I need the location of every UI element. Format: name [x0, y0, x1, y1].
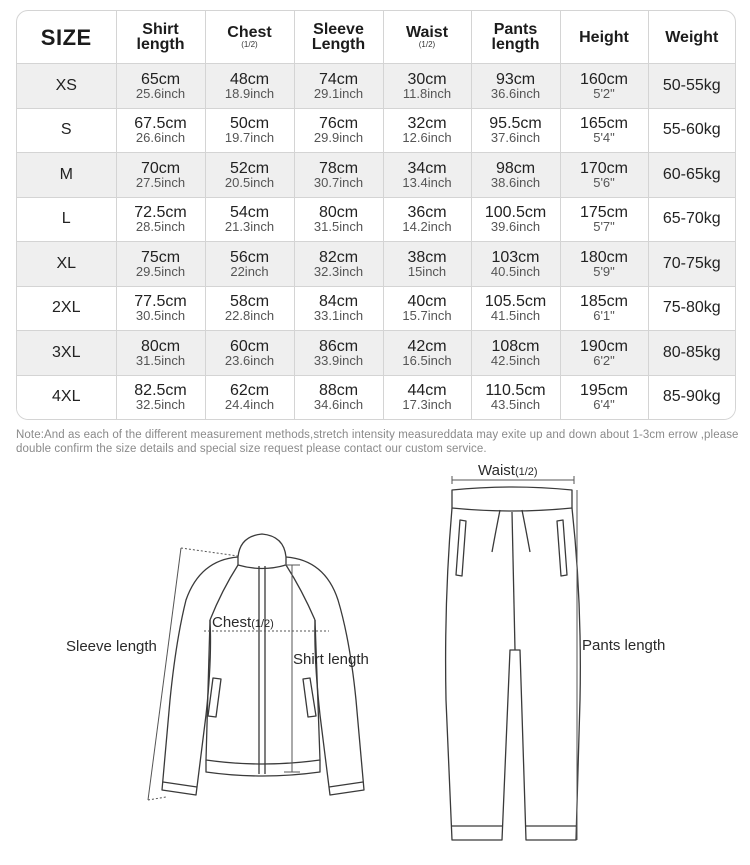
pants-imperial-value: 36.6inch	[490, 85, 541, 101]
shirt-cell	[116, 197, 205, 242]
pants-cell	[471, 64, 560, 109]
sleeve-cm-value: 84cm	[318, 293, 359, 311]
waist-imperial-value: 17.3inch	[402, 397, 452, 413]
sleeve-cm-value: 88cm	[318, 382, 359, 400]
height-cell	[560, 242, 648, 287]
shirt-imperial-value: 26.6inch	[135, 130, 186, 146]
sleeve-cm-value: 86cm	[318, 337, 359, 355]
waist-cell	[383, 242, 471, 287]
table-row	[17, 286, 735, 331]
chest-imperial-value: 21.3inch	[224, 219, 275, 235]
header-chest: Chest (1/2)	[205, 11, 294, 64]
size-cell: XL	[17, 242, 116, 287]
sleeve-cell	[294, 108, 383, 153]
table-row	[17, 375, 735, 419]
header-sleeve-length: Sleeve Length	[294, 11, 383, 64]
shirt-cell	[116, 108, 205, 153]
shirt-cm-value: 72.5cm	[134, 204, 187, 222]
height-cell	[560, 286, 648, 331]
size-cell: S	[17, 108, 116, 153]
waist-cell	[383, 375, 471, 419]
sleeve-cm-value: 78cm	[318, 159, 359, 177]
weight-cell: 80-85kg	[648, 331, 735, 376]
table-header-row	[17, 11, 735, 64]
waist-cm-value: 42cm	[407, 337, 447, 355]
sleeve-imperial-value: 33.1inch	[313, 308, 364, 324]
height-cm-value: 190cm	[579, 337, 629, 355]
pants-cm-value: 100.5cm	[484, 204, 547, 222]
waist-cm-value: 34cm	[407, 159, 447, 177]
sleeve-imperial-value: 30.7inch	[313, 174, 364, 190]
height-cm-value: 185cm	[579, 293, 629, 311]
shirt-imperial-value: 29.5inch	[135, 263, 186, 279]
shirt-cell	[116, 286, 205, 331]
waist-imperial-value: 14.2inch	[402, 219, 452, 235]
chest-cm-value: 48cm	[229, 70, 270, 88]
chest-cell	[205, 331, 294, 376]
header-weight: Weight	[648, 11, 735, 64]
header-height: Height	[560, 11, 648, 64]
shirt-cell	[116, 331, 205, 376]
measurement-note: Note:And as each of the different measurement methods,stretch intensity measureddata may exite up and down about 1-3cm errow ,please double confirm the size details and special size request please contact our custom service.	[16, 429, 739, 455]
shirt-imperial-value: 28.5inch	[135, 219, 186, 235]
pants-imperial-value: 41.5inch	[490, 308, 541, 324]
chest-imperial-value: 24.4inch	[224, 397, 275, 413]
sleeve-cm-value: 76cm	[318, 115, 359, 133]
size-chart-table	[16, 10, 736, 420]
sleeve-cm-value: 82cm	[318, 248, 359, 266]
waist-cell	[383, 64, 471, 109]
size-cell: 3XL	[17, 331, 116, 376]
shirt-cell	[116, 64, 205, 109]
waist-imperial-value: 11.8inch	[402, 85, 452, 101]
shirt-cm-value: 82.5cm	[134, 382, 187, 400]
sleeve-imperial-value: 33.9inch	[313, 352, 364, 368]
shirt-imperial-value: 27.5inch	[135, 174, 186, 190]
waist-cell	[383, 108, 471, 153]
shirt-cell	[116, 242, 205, 287]
height-cm-value: 195cm	[579, 382, 629, 400]
chest-cell	[205, 108, 294, 153]
pants-cell	[471, 242, 560, 287]
chest-cell	[205, 242, 294, 287]
waist-cm-value: 30cm	[407, 70, 447, 88]
chest-imperial-value: 18.9inch	[224, 85, 275, 101]
chest-cm-value: 58cm	[229, 293, 270, 311]
table-row	[17, 153, 735, 198]
height-cell	[560, 331, 648, 376]
sleeve-cell	[294, 242, 383, 287]
sleeve-cell	[294, 197, 383, 242]
height-cm-value: 175cm	[579, 204, 629, 222]
height-imperial-value: 5'9"	[593, 263, 615, 279]
height-cell	[560, 197, 648, 242]
pants-cm-value: 105.5cm	[484, 293, 547, 311]
chest-cm-value: 54cm	[229, 204, 270, 222]
chest-imperial-value: 22.8inch	[224, 308, 275, 324]
pants-cell	[471, 375, 560, 419]
waist-cm-value: 44cm	[407, 382, 447, 400]
shirt-imperial-value: 25.6inch	[135, 85, 186, 101]
pants-length-label: Pants length	[582, 637, 666, 654]
waist-cell	[383, 153, 471, 198]
header-waist: Waist (1/2)	[383, 11, 471, 64]
waist-cm-value: 38cm	[407, 248, 447, 266]
sleeve-cm-value: 80cm	[318, 204, 359, 222]
waist-imperial-value: 16.5inch	[402, 352, 452, 368]
sleeve-cell	[294, 331, 383, 376]
weight-cell: 50-55kg	[648, 64, 735, 109]
weight-cell: 85-90kg	[648, 375, 735, 419]
shirt-cell	[116, 153, 205, 198]
pants-imperial-value: 37.6inch	[490, 130, 541, 146]
chest-cm-value: 56cm	[229, 248, 270, 266]
sleeve-cell	[294, 153, 383, 198]
size-cell: 2XL	[17, 286, 116, 331]
height-imperial-value: 6'4"	[593, 397, 615, 413]
chest-imperial-value: 19.7inch	[224, 130, 275, 146]
sleeve-imperial-value: 31.5inch	[313, 219, 364, 235]
pants-cell	[471, 197, 560, 242]
size-cell: L	[17, 197, 116, 242]
pants-cm-value: 95.5cm	[489, 115, 542, 133]
sleeve-cell	[294, 64, 383, 109]
chest-imperial-value: 23.6inch	[224, 352, 275, 368]
chest-cell	[205, 64, 294, 109]
garment-diagram	[0, 455, 750, 860]
height-imperial-value: 5'2"	[593, 85, 615, 101]
waist-cell	[383, 286, 471, 331]
pants-cm-value: 110.5cm	[485, 382, 546, 400]
height-imperial-value: 5'4"	[593, 130, 615, 146]
pants-imperial-value: 40.5inch	[490, 263, 541, 279]
shirt-cm-value: 77.5cm	[134, 293, 187, 311]
chest-imperial-value: 22inch	[230, 263, 269, 279]
pants-cm-value: 93cm	[495, 70, 536, 88]
size-cell: XS	[17, 64, 116, 109]
shirt-cm-value: 75cm	[140, 248, 181, 266]
waist-cm-value: 32cm	[407, 115, 447, 133]
height-imperial-value: 6'1"	[593, 308, 615, 324]
pants-cm-value: 103cm	[491, 248, 540, 266]
chest-imperial-value: 20.5inch	[224, 174, 275, 190]
shirt-cm-value: 67.5cm	[134, 115, 187, 133]
chest-cm-value: 50cm	[229, 115, 270, 133]
pants-imperial-value: 42.5inch	[490, 352, 541, 368]
waist-cell	[383, 197, 471, 242]
height-cell	[560, 153, 648, 198]
pants-cell	[471, 286, 560, 331]
pants-cm-value: 108cm	[491, 337, 540, 355]
pants-cell	[471, 331, 560, 376]
sleeve-imperial-value: 32.3inch	[313, 263, 364, 279]
height-cell	[560, 375, 648, 419]
sleeve-cm-value: 74cm	[318, 70, 359, 88]
pants-cell	[471, 153, 560, 198]
shirt-length-label: Shirt length	[293, 651, 369, 668]
size-cell: 4XL	[17, 375, 116, 419]
height-cm-value: 160cm	[579, 70, 629, 88]
weight-cell: 55-60kg	[648, 108, 735, 153]
height-cell	[560, 108, 648, 153]
height-imperial-value: 6'2"	[593, 352, 615, 368]
sleeve-length-label: Sleeve length	[66, 638, 157, 655]
waist-imperial-value: 15.7inch	[402, 308, 452, 324]
sleeve-imperial-value: 29.1inch	[313, 85, 364, 101]
chest-label: Chest(1/2)	[212, 614, 274, 631]
shirt-imperial-value: 31.5inch	[135, 352, 186, 368]
pants-illustration	[446, 487, 581, 840]
pants-cm-value: 98cm	[495, 159, 536, 177]
height-imperial-value: 5'6"	[593, 174, 615, 190]
table-row	[17, 64, 735, 109]
chest-cell	[205, 375, 294, 419]
sleeve-cell	[294, 286, 383, 331]
weight-cell: 65-70kg	[648, 197, 735, 242]
shirt-imperial-value: 30.5inch	[135, 308, 186, 324]
shirt-cell	[116, 375, 205, 419]
pants-imperial-value: 43.5inch	[490, 397, 541, 413]
header-pants-length: Pants length	[471, 11, 560, 64]
header-size: SIZE	[17, 11, 116, 64]
chest-cell	[205, 153, 294, 198]
height-cm-value: 180cm	[579, 248, 629, 266]
shirt-cm-value: 80cm	[140, 337, 181, 355]
shirt-imperial-value: 32.5inch	[135, 397, 186, 413]
waist-imperial-value: 15inch	[407, 263, 447, 279]
waist-imperial-value: 13.4inch	[402, 174, 452, 190]
chest-cm-value: 60cm	[229, 337, 270, 355]
height-cell	[560, 64, 648, 109]
weight-cell: 70-75kg	[648, 242, 735, 287]
weight-cell: 60-65kg	[648, 153, 735, 198]
pants-cell	[471, 108, 560, 153]
chest-cm-value: 52cm	[229, 159, 270, 177]
height-imperial-value: 5'7"	[593, 219, 615, 235]
chest-cell	[205, 197, 294, 242]
table-row	[17, 197, 735, 242]
table-row	[17, 108, 735, 153]
pants-imperial-value: 38.6inch	[490, 174, 541, 190]
waist-imperial-value: 12.6inch	[402, 130, 452, 146]
sleeve-imperial-value: 29.9inch	[313, 130, 364, 146]
size-cell: M	[17, 153, 116, 198]
height-cm-value: 165cm	[579, 115, 629, 133]
pants-imperial-value: 39.6inch	[490, 219, 541, 235]
header-shirt-length: Shirt length	[116, 11, 205, 64]
chest-cm-value: 62cm	[229, 382, 270, 400]
waist-cm-value: 40cm	[407, 293, 447, 311]
shirt-cm-value: 70cm	[140, 159, 181, 177]
waist-cell	[383, 331, 471, 376]
table-row	[17, 331, 735, 376]
sleeve-imperial-value: 34.6inch	[313, 397, 364, 413]
sleeve-cell	[294, 375, 383, 419]
height-cm-value: 170cm	[579, 159, 629, 177]
table-row	[17, 242, 735, 287]
shirt-cm-value: 65cm	[140, 70, 181, 88]
weight-cell: 75-80kg	[648, 286, 735, 331]
waist-cm-value: 36cm	[407, 204, 447, 222]
waist-label: Waist(1/2)	[478, 462, 538, 479]
chest-cell	[205, 286, 294, 331]
